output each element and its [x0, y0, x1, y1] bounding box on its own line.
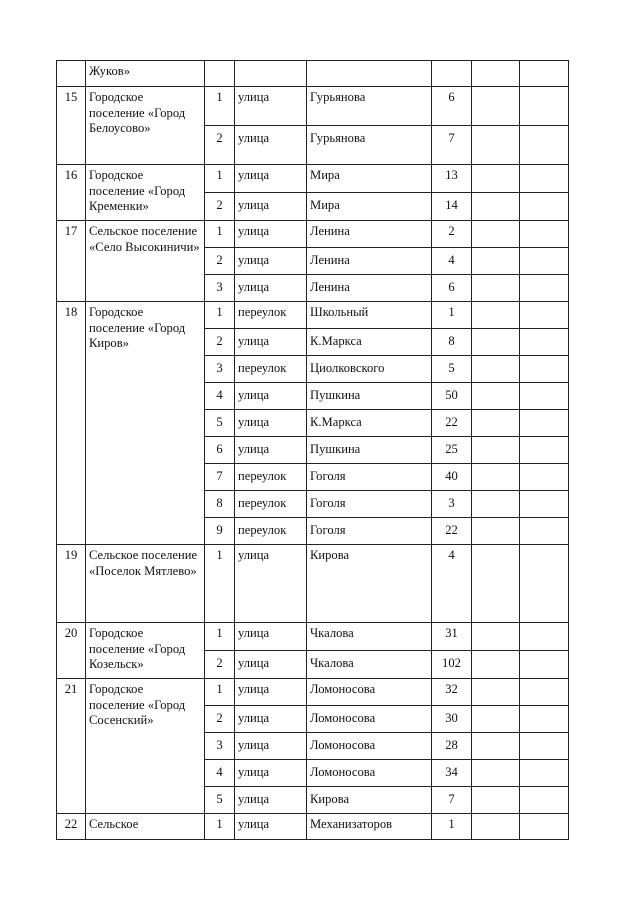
empty-cell: [520, 356, 569, 383]
empty-cell: [472, 356, 520, 383]
street-type: улица: [235, 651, 307, 679]
street-name: Ленина: [307, 275, 432, 302]
house-number: 34: [432, 760, 472, 787]
street-type: [235, 61, 307, 87]
row-index: 4: [205, 760, 235, 787]
street-name: Гурьянова: [307, 126, 432, 165]
house-number: [432, 61, 472, 87]
empty-cell: [472, 787, 520, 814]
empty-cell: [472, 623, 520, 651]
house-number: 28: [432, 733, 472, 760]
settlement-number: 19: [57, 545, 86, 623]
row-index: 8: [205, 491, 235, 518]
street-type: улица: [235, 165, 307, 193]
table-row: [57, 221, 569, 248]
street-name: Пушкина: [307, 383, 432, 410]
empty-cell: [520, 410, 569, 437]
empty-cell: [520, 329, 569, 356]
street-type: улица: [235, 248, 307, 275]
empty-cell: [520, 61, 569, 87]
settlement-name: Городское поселение «Город Кременки»: [86, 165, 205, 221]
street-name: Ленина: [307, 221, 432, 248]
empty-cell: [472, 464, 520, 491]
empty-cell: [520, 679, 569, 706]
row-index: 1: [205, 679, 235, 706]
house-number: 6: [432, 275, 472, 302]
house-number: 22: [432, 518, 472, 545]
empty-cell: [520, 165, 569, 193]
settlement-name: Сельское поселение «Поселок Мятлево»: [86, 545, 205, 623]
table-row: [57, 814, 569, 840]
street-type: улица: [235, 410, 307, 437]
settlement-name: Сельское: [86, 814, 205, 840]
empty-cell: [520, 706, 569, 733]
empty-cell: [520, 437, 569, 464]
house-number: 8: [432, 329, 472, 356]
row-index: 3: [205, 356, 235, 383]
settlement-name: Городское поселение «Город Сосенский»: [86, 679, 205, 814]
street-type: переулок: [235, 302, 307, 329]
street-name: К.Маркса: [307, 410, 432, 437]
street-type: улица: [235, 383, 307, 410]
empty-cell: [520, 383, 569, 410]
settlement-name: Жуков»: [86, 61, 205, 87]
row-index: 5: [205, 787, 235, 814]
address-table: [56, 60, 569, 840]
empty-cell: [472, 760, 520, 787]
row-index: 3: [205, 733, 235, 760]
street-type: улица: [235, 193, 307, 221]
street-type: улица: [235, 679, 307, 706]
empty-cell: [520, 302, 569, 329]
settlement-name: Городское поселение «Город Белоусово»: [86, 87, 205, 165]
empty-cell: [520, 623, 569, 651]
street-type: переулок: [235, 491, 307, 518]
empty-cell: [472, 651, 520, 679]
row-index: 9: [205, 518, 235, 545]
empty-cell: [520, 518, 569, 545]
table-row: [57, 545, 569, 623]
table-row: [57, 679, 569, 706]
street-name: Циолковского: [307, 356, 432, 383]
empty-cell: [472, 248, 520, 275]
row-index: 1: [205, 814, 235, 840]
row-index: 1: [205, 623, 235, 651]
house-number: 14: [432, 193, 472, 221]
settlement-number: 21: [57, 679, 86, 814]
house-number: 50: [432, 383, 472, 410]
street-name: Чкалова: [307, 623, 432, 651]
row-index: 3: [205, 275, 235, 302]
empty-cell: [520, 545, 569, 623]
row-index: 1: [205, 302, 235, 329]
empty-cell: [472, 193, 520, 221]
street-name: Мира: [307, 193, 432, 221]
row-index: 4: [205, 383, 235, 410]
settlement-number: [57, 61, 86, 87]
street-name: Чкалова: [307, 651, 432, 679]
empty-cell: [472, 126, 520, 165]
row-index: 1: [205, 165, 235, 193]
empty-cell: [472, 87, 520, 126]
street-type: улица: [235, 787, 307, 814]
street-type: улица: [235, 760, 307, 787]
street-type: улица: [235, 545, 307, 623]
empty-cell: [520, 651, 569, 679]
table-row: [57, 61, 569, 87]
street-name: Механизаторов: [307, 814, 432, 840]
street-type: переулок: [235, 464, 307, 491]
street-type: улица: [235, 623, 307, 651]
street-type: улица: [235, 329, 307, 356]
empty-cell: [472, 706, 520, 733]
settlement-number: 15: [57, 87, 86, 165]
house-number: 5: [432, 356, 472, 383]
street-type: улица: [235, 275, 307, 302]
house-number: 6: [432, 87, 472, 126]
street-name: Гоголя: [307, 464, 432, 491]
street-name: Гурьянова: [307, 87, 432, 126]
street-name: К.Маркса: [307, 329, 432, 356]
street-type: улица: [235, 814, 307, 840]
house-number: 30: [432, 706, 472, 733]
row-index: 2: [205, 126, 235, 165]
house-number: 1: [432, 814, 472, 840]
row-index: 2: [205, 193, 235, 221]
empty-cell: [472, 410, 520, 437]
street-name: Школьный: [307, 302, 432, 329]
empty-cell: [472, 302, 520, 329]
empty-cell: [520, 787, 569, 814]
house-number: 7: [432, 126, 472, 165]
empty-cell: [472, 679, 520, 706]
row-index: 2: [205, 248, 235, 275]
row-index: 1: [205, 87, 235, 126]
street-type: улица: [235, 706, 307, 733]
settlement-number: 18: [57, 302, 86, 545]
row-index: 6: [205, 437, 235, 464]
street-type: переулок: [235, 356, 307, 383]
street-name: Ломоносова: [307, 706, 432, 733]
street-name: Ломоносова: [307, 760, 432, 787]
house-number: 102: [432, 651, 472, 679]
empty-cell: [520, 275, 569, 302]
row-index: 2: [205, 651, 235, 679]
empty-cell: [520, 248, 569, 275]
row-index: 5: [205, 410, 235, 437]
street-type: улица: [235, 437, 307, 464]
empty-cell: [520, 491, 569, 518]
house-number: 25: [432, 437, 472, 464]
empty-cell: [520, 87, 569, 126]
empty-cell: [472, 491, 520, 518]
empty-cell: [520, 126, 569, 165]
settlement-number: 16: [57, 165, 86, 221]
street-name: Кирова: [307, 545, 432, 623]
empty-cell: [472, 275, 520, 302]
house-number: 4: [432, 248, 472, 275]
street-type: улица: [235, 126, 307, 165]
address-table-body: [57, 61, 569, 840]
street-type: улица: [235, 221, 307, 248]
row-index: 1: [205, 221, 235, 248]
empty-cell: [520, 814, 569, 840]
empty-cell: [472, 383, 520, 410]
street-name: Мира: [307, 165, 432, 193]
street-type: улица: [235, 733, 307, 760]
row-index: 7: [205, 464, 235, 491]
house-number: 31: [432, 623, 472, 651]
street-name: Гоголя: [307, 491, 432, 518]
row-index: 1: [205, 545, 235, 623]
house-number: 32: [432, 679, 472, 706]
row-index: 2: [205, 706, 235, 733]
street-type: переулок: [235, 518, 307, 545]
house-number: 4: [432, 545, 472, 623]
empty-cell: [472, 733, 520, 760]
row-index: [205, 61, 235, 87]
empty-cell: [520, 193, 569, 221]
street-name: Гоголя: [307, 518, 432, 545]
table-row: [57, 302, 569, 329]
settlement-number: 20: [57, 623, 86, 679]
street-name: Ленина: [307, 248, 432, 275]
settlement-number: 17: [57, 221, 86, 302]
street-name: Ломоносова: [307, 733, 432, 760]
empty-cell: [472, 61, 520, 87]
settlement-name: Городское поселение «Город Козельск»: [86, 623, 205, 679]
table-row: [57, 87, 569, 126]
street-type: улица: [235, 87, 307, 126]
street-name: Ломоносова: [307, 679, 432, 706]
street-name: Кирова: [307, 787, 432, 814]
house-number: 13: [432, 165, 472, 193]
house-number: 22: [432, 410, 472, 437]
empty-cell: [472, 437, 520, 464]
empty-cell: [472, 518, 520, 545]
empty-cell: [520, 464, 569, 491]
empty-cell: [520, 733, 569, 760]
empty-cell: [520, 760, 569, 787]
empty-cell: [472, 545, 520, 623]
table-row: [57, 623, 569, 651]
empty-cell: [472, 814, 520, 840]
table-row: [57, 165, 569, 193]
empty-cell: [472, 165, 520, 193]
house-number: 3: [432, 491, 472, 518]
empty-cell: [520, 221, 569, 248]
settlement-name: Сельское поселение «Село Высокиничи»: [86, 221, 205, 302]
empty-cell: [472, 329, 520, 356]
house-number: 1: [432, 302, 472, 329]
row-index: 2: [205, 329, 235, 356]
street-name: Пушкина: [307, 437, 432, 464]
house-number: 2: [432, 221, 472, 248]
empty-cell: [472, 221, 520, 248]
settlement-name: Городское поселение «Город Киров»: [86, 302, 205, 545]
street-name: [307, 61, 432, 87]
house-number: 7: [432, 787, 472, 814]
house-number: 40: [432, 464, 472, 491]
settlement-number: 22: [57, 814, 86, 840]
